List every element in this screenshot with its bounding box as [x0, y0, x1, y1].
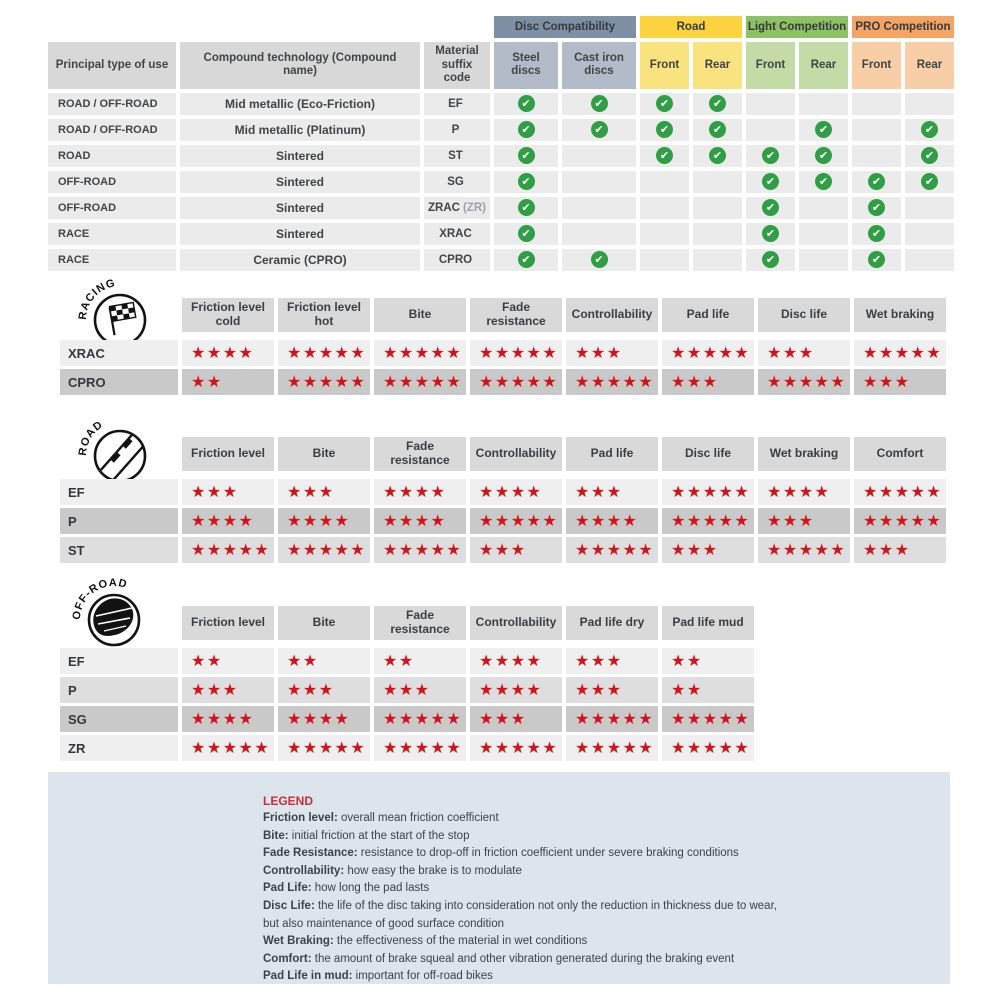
- check-cell-pro-rear: [905, 249, 954, 271]
- check-cell-steel: [494, 119, 558, 141]
- star-rating: ★★★★★: [662, 706, 754, 732]
- legend-definition: but also maintenance of good surface condition: [263, 917, 505, 930]
- legend-item: [263, 845, 930, 863]
- star-rating: ★★★★: [470, 479, 562, 505]
- check-cell-lc-front: [746, 249, 795, 271]
- legend-definition: overall mean friction coefficient: [340, 812, 499, 824]
- racing-col-header: Controllability: [566, 298, 658, 332]
- legend-item: [263, 863, 930, 881]
- compound-code-label: ZR: [60, 735, 178, 761]
- check-cell-cast-iron: [562, 119, 636, 141]
- sub-header-pro-competition-front: Front: [852, 42, 901, 89]
- racing-col-header: Fade resistance: [470, 298, 562, 332]
- suffix-code: ZRAC: [428, 201, 460, 214]
- star-rating: ★★★: [758, 340, 850, 366]
- suffix-code-cell: [424, 249, 490, 271]
- compound-code-label: ST: [60, 537, 178, 563]
- check-cell-road-front: [640, 223, 689, 245]
- suffix-code: XRAC: [439, 227, 472, 240]
- star-rating: ★★★: [566, 479, 658, 505]
- compound-cell: Sintered: [180, 223, 420, 245]
- check-cell-lc-front: [746, 93, 795, 115]
- star-rating: ★★★★★: [182, 537, 274, 563]
- compatibility-table: [48, 16, 954, 275]
- star-rating: ★★★: [278, 677, 370, 703]
- legend-term: Fade Resistance :: [263, 847, 361, 859]
- road-col-header: Pad life: [566, 437, 658, 471]
- sub-header-pro-competition-rear: Rear: [905, 42, 954, 89]
- star-rating: ★★★★★: [374, 369, 466, 395]
- star-rating: ★★: [374, 648, 466, 674]
- legend-term: Disc Life :: [263, 900, 318, 912]
- group-header-light-competition: Light Competition: [746, 16, 848, 38]
- legend-term: Wet Braking :: [263, 935, 337, 947]
- road-table: [60, 437, 946, 566]
- check-cell-road-front: [640, 145, 689, 167]
- group-header-disc-compatibility: Disc Compatibility: [494, 16, 636, 38]
- legend-term: Controllability :: [263, 865, 347, 877]
- star-rating: ★★★★★: [374, 537, 466, 563]
- star-rating: ★★★★★: [854, 340, 946, 366]
- suffix-code-cell: [424, 93, 490, 115]
- legend-definition: how long the pad lasts: [314, 882, 430, 895]
- check-cell-lc-rear: [799, 145, 848, 167]
- star-rating: ★★★★: [182, 340, 274, 366]
- compound-cell: Ceramic (CPRO): [180, 249, 420, 271]
- compound-code-label: P: [60, 677, 178, 703]
- check-cell-lc-rear: [799, 119, 848, 141]
- rating-row: [60, 369, 946, 395]
- table-row: [48, 197, 954, 219]
- check-cell-pro-front: [852, 171, 901, 193]
- header-spacer: [60, 606, 178, 640]
- rating-row: [60, 677, 754, 703]
- star-rating: ★★★: [566, 648, 658, 674]
- legend-term: Bite :: [263, 830, 292, 842]
- star-rating: ★★★★★: [854, 479, 946, 505]
- table-row: [48, 145, 954, 167]
- compound-code-label: P: [60, 508, 178, 534]
- star-rating: ★★★★★: [278, 369, 370, 395]
- group-header-road: Road: [640, 16, 742, 38]
- star-rating: ★★★★★: [758, 537, 850, 563]
- group-header-pro-competition: PRO Competition: [852, 16, 954, 38]
- star-rating: ★★★★★: [374, 340, 466, 366]
- star-rating: ★★★★: [278, 508, 370, 534]
- check-cell-lc-front: [746, 197, 795, 219]
- suffix-code-cell: [424, 171, 490, 193]
- check-cell-pro-rear: [905, 145, 954, 167]
- legend-term: Pad Life :: [263, 882, 315, 894]
- check-cell-lc-rear: [799, 249, 848, 271]
- check-cell-road-front: [640, 171, 689, 193]
- header-spacer: [60, 298, 178, 332]
- check-cell-cast-iron: [562, 249, 636, 271]
- check-cell-steel: [494, 145, 558, 167]
- principal-use-cell: ROAD: [48, 145, 176, 167]
- group-header-row: [48, 16, 954, 38]
- check-cell-pro-rear: [905, 197, 954, 219]
- racing-col-header: Pad life: [662, 298, 754, 332]
- check-cell-road-front: [640, 197, 689, 219]
- suffix-code-cell: [424, 119, 490, 141]
- check-cell-steel: [494, 171, 558, 193]
- road-header-row: [60, 437, 946, 471]
- offroad-rows: [60, 648, 754, 761]
- legend-item: [263, 880, 930, 898]
- table-row: [48, 119, 954, 141]
- star-rating: ★★★★★: [374, 735, 466, 761]
- legend-definition: the life of the disc taking into consideration not only the reduction in thickness due to wear,: [317, 899, 777, 912]
- legend-item: [263, 951, 930, 969]
- star-rating: ★★: [662, 648, 754, 674]
- col-header-principal-use: Principal type of use: [48, 42, 176, 89]
- legend-definition: the effectiveness of the material in wet conditions: [336, 935, 588, 948]
- racing-col-header: Bite: [374, 298, 466, 332]
- compound-cell: Mid metallic (Eco-Friction): [180, 93, 420, 115]
- rating-row: [60, 735, 754, 761]
- road-col-header: Controllability: [470, 437, 562, 471]
- star-rating: ★★★: [278, 479, 370, 505]
- legend-panel: [48, 772, 950, 984]
- legend-term: Friction level :: [263, 812, 341, 824]
- road-col-header: Disc life: [662, 437, 754, 471]
- check-cell-steel: [494, 93, 558, 115]
- star-rating: ★★★: [374, 677, 466, 703]
- check-cell-lc-front: [746, 223, 795, 245]
- svg-text:OFF-ROAD: OFF-ROAD: [70, 576, 129, 621]
- check-cell-road-front: [640, 249, 689, 271]
- legend-item: [263, 933, 930, 951]
- table-row: [48, 171, 954, 193]
- check-cell-pro-front: [852, 249, 901, 271]
- suffix-code: ST: [448, 149, 463, 162]
- suffix-code: EF: [448, 97, 463, 110]
- offroad-col-header: Friction level: [182, 606, 274, 640]
- suffix-code: SG: [447, 175, 464, 188]
- check-cell-pro-rear: [905, 93, 954, 115]
- svg-text:ROAD: ROAD: [76, 418, 106, 457]
- racing-header-row: [60, 298, 946, 332]
- suffix-code-cell: [424, 223, 490, 245]
- star-rating: ★★★: [566, 677, 658, 703]
- check-cell-road-rear: [693, 119, 742, 141]
- sub-header-cast-iron-discs: Cast iron discs: [562, 42, 636, 89]
- star-rating: ★★★★: [182, 508, 274, 534]
- racing-table: [60, 298, 946, 398]
- compound-code-label: CPRO: [60, 369, 178, 395]
- racing-col-header: Friction level hot: [278, 298, 370, 332]
- star-rating: ★★★★★: [854, 508, 946, 534]
- offroad-col-header: Fade resistance: [374, 606, 466, 640]
- suffix-code: CPRO: [438, 253, 473, 266]
- sub-header-steel-discs: Steel discs: [494, 42, 558, 89]
- suffix-code-note: (ZR): [462, 201, 486, 214]
- legend-items: [263, 810, 930, 986]
- header-spacer: [60, 437, 178, 471]
- star-rating: ★★★: [854, 537, 946, 563]
- star-rating: ★★★: [470, 706, 562, 732]
- star-rating: ★★★★: [470, 677, 562, 703]
- rating-row: [60, 537, 946, 563]
- check-cell-pro-front: [852, 223, 901, 245]
- offroad-col-header: Bite: [278, 606, 370, 640]
- check-cell-pro-rear: [905, 171, 954, 193]
- rating-row: [60, 648, 754, 674]
- principal-use-cell: RACE: [48, 249, 176, 271]
- star-rating: ★★★: [662, 537, 754, 563]
- legend-definition: important for off-road bikes: [355, 970, 493, 983]
- check-cell-lc-front: [746, 171, 795, 193]
- sub-header-light-competition-rear: Rear: [799, 42, 848, 89]
- principal-use-cell: ROAD / OFF-ROAD: [48, 119, 176, 141]
- rating-row: [60, 340, 946, 366]
- check-cell-road-front: [640, 119, 689, 141]
- table-row: [48, 223, 954, 245]
- compound-cell: Sintered: [180, 197, 420, 219]
- star-rating: ★★★★★: [470, 508, 562, 534]
- racing-col-header: Disc life: [758, 298, 850, 332]
- check-cell-road-rear: [693, 197, 742, 219]
- check-cell-steel: [494, 249, 558, 271]
- star-rating: ★★★★★: [470, 340, 562, 366]
- star-rating: ★★★★★: [278, 735, 370, 761]
- star-rating: ★★★: [182, 479, 274, 505]
- rating-row: [60, 479, 946, 505]
- sub-header-road-front: Front: [640, 42, 689, 89]
- principal-use-cell: RACE: [48, 223, 176, 245]
- check-cell-lc-rear: [799, 197, 848, 219]
- check-cell-road-rear: [693, 171, 742, 193]
- racing-col-header: Wet braking: [854, 298, 946, 332]
- star-rating: ★★★★★: [470, 735, 562, 761]
- check-cell-steel: [494, 197, 558, 219]
- star-rating: ★★★★★: [758, 369, 850, 395]
- legend-term: Pad Life in mud :: [263, 970, 356, 982]
- star-rating: ★★★: [662, 369, 754, 395]
- racing-col-header: Friction level cold: [182, 298, 274, 332]
- check-cell-lc-rear: [799, 171, 848, 193]
- table-row: [48, 249, 954, 271]
- column-header-row: [48, 42, 954, 89]
- check-cell-pro-front: [852, 93, 901, 115]
- check-cell-road-front: [640, 93, 689, 115]
- check-cell-cast-iron: [562, 93, 636, 115]
- check-cell-road-rear: [693, 93, 742, 115]
- racing-rows: [60, 340, 946, 395]
- legend-item: [263, 828, 930, 846]
- sub-header-light-competition-front: Front: [746, 42, 795, 89]
- check-cell-pro-front: [852, 197, 901, 219]
- check-cell-cast-iron: [562, 171, 636, 193]
- check-cell-lc-front: [746, 119, 795, 141]
- check-cell-steel: [494, 223, 558, 245]
- star-rating: ★★★★★: [662, 479, 754, 505]
- star-rating: ★★: [278, 648, 370, 674]
- principal-use-cell: OFF-ROAD: [48, 197, 176, 219]
- check-cell-lc-rear: [799, 93, 848, 115]
- check-cell-pro-rear: [905, 119, 954, 141]
- legend-title: LEGEND: [263, 794, 314, 808]
- road-col-header: Friction level: [182, 437, 274, 471]
- check-cell-pro-front: [852, 145, 901, 167]
- star-rating: ★★★★★: [182, 735, 274, 761]
- star-rating: ★★★★: [566, 508, 658, 534]
- legend-term: Comfort :: [263, 953, 315, 965]
- check-cell-cast-iron: [562, 197, 636, 219]
- suffix-code: P: [451, 123, 460, 136]
- check-cell-cast-iron: [562, 145, 636, 167]
- star-rating: ★★★★★: [470, 369, 562, 395]
- legend-definition: initial friction at the start of the stop: [291, 829, 470, 842]
- star-rating: ★★: [182, 648, 274, 674]
- star-rating: ★★: [662, 677, 754, 703]
- check-cell-pro-rear: [905, 223, 954, 245]
- star-rating: ★★★★★: [566, 706, 658, 732]
- check-cell-road-rear: [693, 249, 742, 271]
- legend-item: [263, 968, 930, 986]
- group-header-spacer: [48, 16, 490, 38]
- offroad-col-header: Controllability: [470, 606, 562, 640]
- svg-text:RACING: RACING: [76, 277, 117, 321]
- offroad-col-header: Pad life dry: [566, 606, 658, 640]
- compound-cell: Mid metallic (Platinum): [180, 119, 420, 141]
- check-cell-lc-rear: [799, 223, 848, 245]
- legend-item: [263, 916, 930, 934]
- star-rating: ★★★: [854, 369, 946, 395]
- col-header-material-suffix-code: Material suffix code: [424, 42, 490, 89]
- check-cell-lc-front: [746, 145, 795, 167]
- legend-definition: the amount of brake squeal and other vibration generated during the braking event: [314, 952, 735, 965]
- compound-cell: Sintered: [180, 145, 420, 167]
- check-cell-pro-front: [852, 119, 901, 141]
- star-rating: ★★★★★: [278, 340, 370, 366]
- star-rating: ★★★★: [182, 706, 274, 732]
- check-cell-cast-iron: [562, 223, 636, 245]
- star-rating: ★★★: [566, 340, 658, 366]
- star-rating: ★★★★: [374, 508, 466, 534]
- compound-cell: Sintered: [180, 171, 420, 193]
- suffix-code-cell: [424, 145, 490, 167]
- road-col-header: Bite: [278, 437, 370, 471]
- rating-row: [60, 508, 946, 534]
- offroad-col-header: Pad life mud: [662, 606, 754, 640]
- suffix-code-cell: [424, 197, 490, 219]
- legend-definition: resistance to drop-off in friction coefficient under severe braking conditions: [360, 847, 739, 860]
- road-col-header: Wet braking: [758, 437, 850, 471]
- road-col-header: Fade resistance: [374, 437, 466, 471]
- offroad-header-row: [60, 606, 754, 640]
- star-rating: ★★★★: [470, 648, 562, 674]
- star-rating: ★★★★★: [566, 369, 658, 395]
- star-rating: ★★★: [182, 677, 274, 703]
- star-rating: ★★★★★: [662, 508, 754, 534]
- legend-definition: how easy the brake is to modulate: [347, 864, 522, 877]
- sub-header-road-rear: Rear: [693, 42, 742, 89]
- legend-item: [263, 810, 930, 828]
- star-rating: ★★★★: [374, 479, 466, 505]
- star-rating: ★★★★: [278, 706, 370, 732]
- compound-code-label: XRAC: [60, 340, 178, 366]
- star-rating: ★★★: [758, 508, 850, 534]
- star-rating: ★★: [182, 369, 274, 395]
- star-rating: ★★★★★: [662, 735, 754, 761]
- principal-use-cell: ROAD / OFF-ROAD: [48, 93, 176, 115]
- star-rating: ★★★★★: [278, 537, 370, 563]
- rating-row: [60, 706, 754, 732]
- star-rating: ★★★★★: [662, 340, 754, 366]
- offroad-table: [60, 606, 754, 764]
- table-row: [48, 93, 954, 115]
- star-rating: ★★★★★: [566, 735, 658, 761]
- star-rating: ★★★: [470, 537, 562, 563]
- legend-item: [263, 898, 930, 916]
- check-cell-road-rear: [693, 223, 742, 245]
- star-rating: ★★★★★: [374, 706, 466, 732]
- star-rating: ★★★★★: [566, 537, 658, 563]
- check-cell-road-rear: [693, 145, 742, 167]
- compound-code-label: SG: [60, 706, 178, 732]
- compatibility-rows: [48, 93, 954, 271]
- road-rows: [60, 479, 946, 563]
- compound-code-label: EF: [60, 648, 178, 674]
- compound-code-label: EF: [60, 479, 178, 505]
- road-col-header: Comfort: [854, 437, 946, 471]
- col-header-compound-technology: Compound technology (Compound name): [180, 42, 420, 89]
- principal-use-cell: OFF-ROAD: [48, 171, 176, 193]
- star-rating: ★★★★: [758, 479, 850, 505]
